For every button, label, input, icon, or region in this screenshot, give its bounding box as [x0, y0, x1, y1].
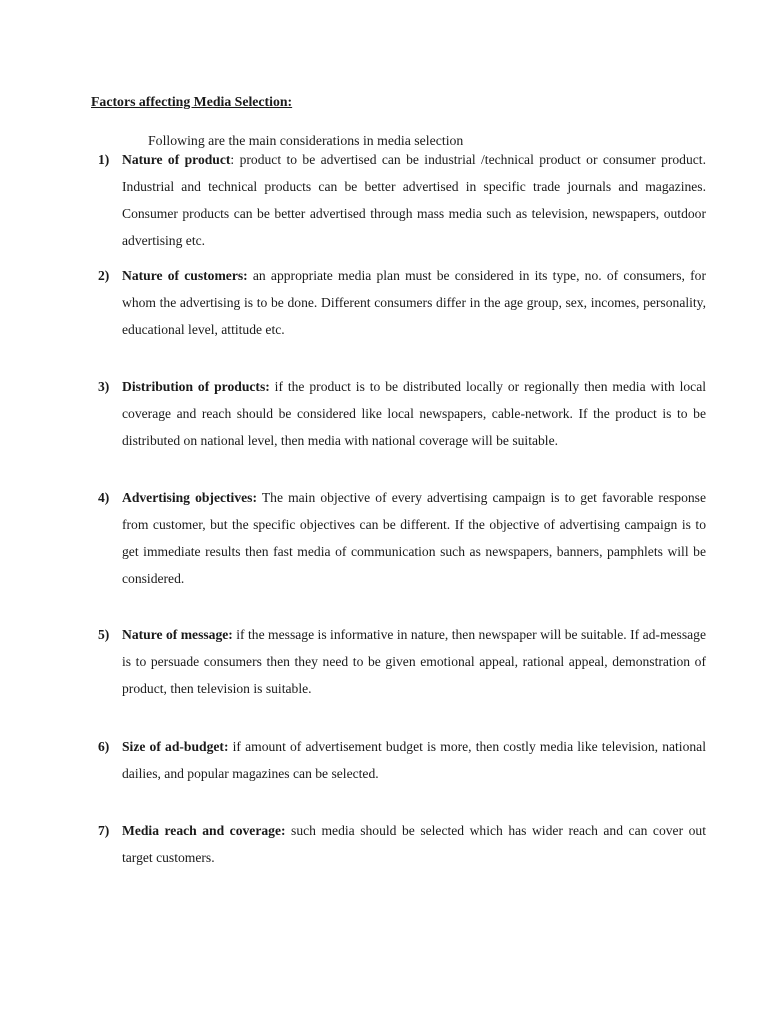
item-label: Size of ad-budget:: [122, 739, 229, 754]
item-label: Distribution of products:: [122, 379, 270, 394]
item-number: 6): [98, 739, 110, 754]
item-body: [122, 484, 706, 592]
item-text: The main objective of every advertising campaign is to get favorable response from customer, but the specific objectives can be different. If the objective of advertising campaign is to get immediate results then fast media of communication such as newspapers, banners, pamphlets will be considered.: [122, 490, 706, 586]
item-body: [122, 373, 706, 454]
list-item: [98, 484, 706, 592]
item-label: Media reach and coverage:: [122, 823, 286, 838]
item-label: Nature of product: [122, 152, 231, 167]
item-number: 7): [98, 823, 110, 838]
item-text: if the message is informative in nature, then newspaper will be suitable. If ad-message is to persuade consumers then they need to be given emotional appeal, rational appeal, demonstration of product, then television is suitable.: [122, 627, 706, 696]
list-item: [98, 733, 706, 787]
list-item: [98, 146, 706, 254]
document-heading: Factors affecting Media Selection:: [91, 94, 293, 109]
item-label: Advertising objectives:: [122, 490, 257, 505]
list-item: [98, 373, 706, 454]
list-item: [98, 817, 706, 871]
item-label: Nature of customers:: [122, 268, 248, 283]
item-text: if amount of advertisement budget is more, then costly media like television, national dailies, and popular magazines can be selected.: [122, 739, 706, 781]
item-number: 5): [98, 627, 110, 642]
item-body: [122, 262, 706, 343]
item-number: 1): [98, 152, 110, 167]
item-body: [122, 621, 706, 702]
item-number: 3): [98, 379, 110, 394]
item-number: 2): [98, 268, 110, 283]
item-text: if the product is to be distributed locally or regionally then media with local coverage and reach should be considered like local newspapers, cable-network. If the product is to be distributed on national level, then media with national coverage will be suitable.: [122, 379, 706, 448]
intro-text: Following are the main considerations in media selection: [148, 133, 464, 148]
item-body: [122, 817, 706, 871]
item-label: Nature of message:: [122, 627, 233, 642]
item-body: [122, 146, 706, 254]
item-body: [122, 733, 706, 787]
item-text: an appropriate media plan must be considered in its type, no. of consumers, for whom the advertising is to be done. Different consumers differ in the age group, sex, incomes, personality, educational level, attitude etc.: [122, 268, 707, 337]
list-item: [98, 621, 706, 702]
item-text: such media should be selected which has wider reach and can cover out target customers.: [122, 823, 706, 865]
list-item: [98, 262, 706, 343]
item-text: : product to be advertised can be industrial /technical product or consumer product. Industrial and technical products can be better advertised in specific trade journals and magazines. Consumer products can be better advertised through mass media such as television, newspapers, outdoor advertising etc.: [122, 152, 706, 248]
item-number: 4): [98, 490, 110, 505]
